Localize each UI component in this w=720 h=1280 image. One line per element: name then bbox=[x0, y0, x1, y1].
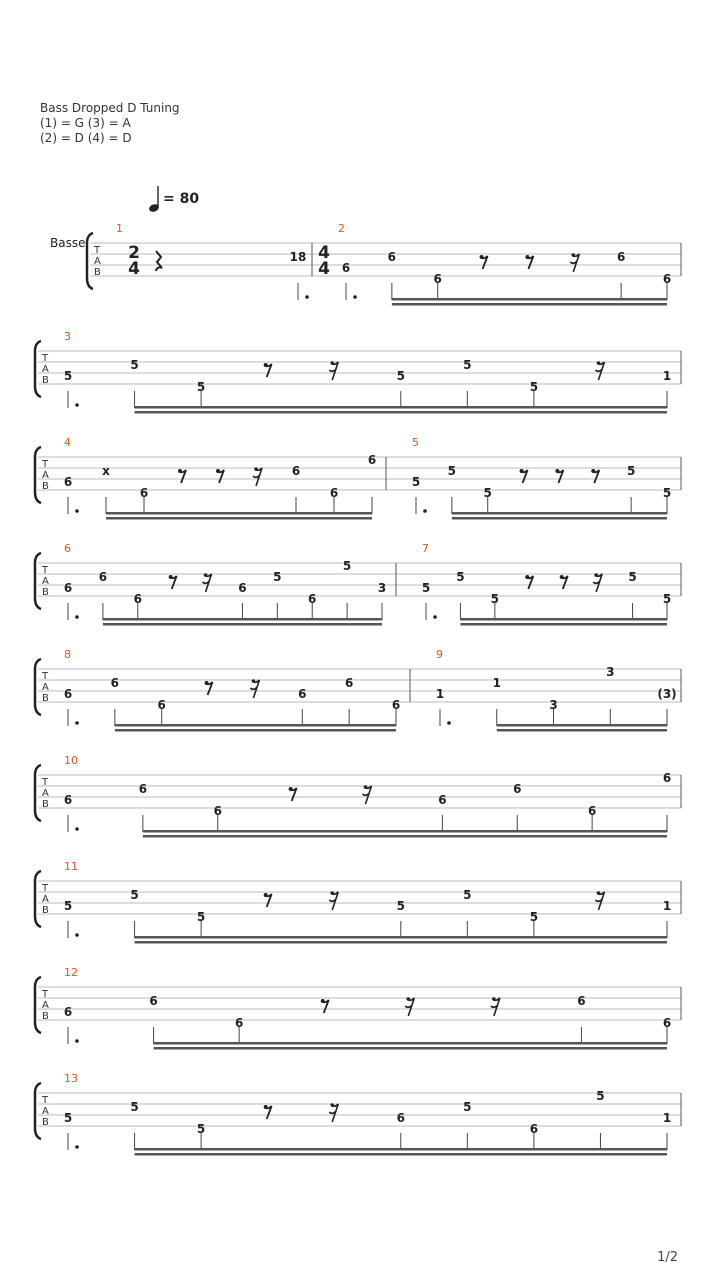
tab-clef-letter: B bbox=[42, 905, 49, 916]
tab-clef-letter: B bbox=[42, 1117, 49, 1128]
sixteenth-rest-dot bbox=[597, 361, 601, 365]
fret-number: 1 bbox=[492, 676, 501, 690]
note-beam bbox=[154, 1042, 667, 1045]
system-bracket bbox=[35, 447, 41, 503]
fret-number: 5 bbox=[626, 464, 636, 478]
eighth-rest-dot bbox=[264, 893, 268, 897]
measure-number: 13 bbox=[64, 1072, 78, 1085]
fret-number: 5 bbox=[662, 486, 672, 500]
sixteenth-rest-dot bbox=[492, 997, 496, 1001]
tab-clef-letter: T bbox=[42, 671, 49, 682]
time-signature-denominator: 4 bbox=[318, 259, 330, 279]
eighth-rest-dot bbox=[178, 469, 182, 473]
tab-clef-letter: T bbox=[42, 777, 49, 788]
sixteenth-rest bbox=[203, 574, 212, 592]
sixteenth-rest bbox=[570, 254, 579, 272]
fret-number: 1 bbox=[662, 369, 672, 383]
fret-number: 6 bbox=[587, 804, 597, 818]
measure-number: 2 bbox=[338, 222, 345, 235]
eighth-rest-dot bbox=[205, 681, 209, 685]
fret-number: x bbox=[102, 464, 110, 478]
augmentation-dot bbox=[305, 295, 309, 299]
system-4 bbox=[35, 542, 681, 626]
fret-number: 5 bbox=[596, 1089, 605, 1103]
system-7 bbox=[35, 860, 681, 944]
fret-number: 3 bbox=[377, 581, 387, 595]
fret-number: 6 bbox=[329, 486, 339, 500]
fret-number: 1 bbox=[435, 687, 445, 701]
fret-number: 5 bbox=[273, 570, 282, 584]
tab-clef-letter: T bbox=[42, 459, 49, 470]
fret-number: 5 bbox=[483, 486, 492, 500]
tab-clef-letter: A bbox=[42, 470, 49, 481]
fret-number: 6 bbox=[577, 994, 586, 1008]
sixteenth-rest-dot bbox=[364, 785, 368, 789]
fret-number: 6 bbox=[662, 1016, 672, 1030]
tab-clef-letter: B bbox=[42, 693, 49, 704]
system-8 bbox=[35, 966, 681, 1050]
fret-number: 5 bbox=[463, 358, 472, 372]
fret-number: 6 bbox=[63, 793, 73, 807]
sixteenth-rest-dot bbox=[204, 573, 208, 577]
system-bracket bbox=[35, 341, 41, 397]
fret-number: 5 bbox=[396, 899, 405, 913]
fret-number: 5 bbox=[196, 1122, 206, 1136]
augmentation-dot bbox=[75, 933, 79, 937]
augmentation-dot bbox=[75, 1039, 79, 1043]
tab-clef-letter: T bbox=[94, 245, 101, 256]
fret-number: 6 bbox=[139, 486, 149, 500]
note-beam bbox=[143, 835, 667, 838]
fret-number: 5 bbox=[529, 380, 539, 394]
fret-number: 5 bbox=[463, 1100, 472, 1114]
tab-clef-letter: A bbox=[42, 1106, 49, 1117]
fret-number: 6 bbox=[63, 687, 73, 701]
note-beam bbox=[135, 936, 667, 939]
sixteenth-rest bbox=[595, 362, 604, 380]
measure-number: 4 bbox=[64, 436, 71, 449]
sixteenth-rest bbox=[405, 998, 414, 1016]
note-beam bbox=[135, 411, 667, 414]
note-beam bbox=[143, 830, 667, 833]
fret-number: 6 bbox=[344, 676, 354, 690]
eighth-rest-dot bbox=[520, 469, 524, 473]
fret-number: 5 bbox=[490, 592, 500, 606]
tempo-value: = 80 bbox=[163, 191, 200, 207]
tab-clef-letter: B bbox=[42, 587, 49, 598]
fret-number: 5 bbox=[447, 464, 457, 478]
fret-number: 1 bbox=[662, 1111, 672, 1125]
measure-number: 7 bbox=[422, 542, 429, 555]
time-signature-denominator: 4 bbox=[128, 259, 140, 279]
tab-clef-letter: A bbox=[94, 256, 101, 267]
fret-number: (3) bbox=[657, 687, 677, 701]
fret-number: 6 bbox=[438, 793, 447, 807]
fret-number: 6 bbox=[213, 804, 222, 818]
sixteenth-rest bbox=[491, 998, 500, 1016]
fret-number: 6 bbox=[63, 475, 73, 489]
note-beam bbox=[497, 724, 667, 727]
sixteenth-rest-dot bbox=[330, 361, 334, 365]
fret-number: 5 bbox=[130, 1100, 139, 1114]
fret-number: 5 bbox=[196, 380, 206, 394]
fret-number: 6 bbox=[396, 1111, 405, 1125]
fret-number: 6 bbox=[138, 782, 148, 796]
note-beam bbox=[135, 1148, 667, 1151]
sixteenth-rest bbox=[250, 680, 259, 698]
fret-number: 6 bbox=[63, 581, 73, 595]
fret-number: 1 bbox=[662, 899, 672, 913]
fret-number: 6 bbox=[291, 464, 301, 478]
sixteenth-rest bbox=[329, 362, 338, 380]
sixteenth-rest bbox=[593, 574, 602, 592]
page-number: 1/2 bbox=[657, 1250, 678, 1265]
sixteenth-rest-dot bbox=[597, 891, 601, 895]
system-1 bbox=[50, 222, 681, 306]
measure-number: 8 bbox=[64, 648, 71, 661]
note-beam bbox=[460, 623, 667, 626]
tab-clef-letter: A bbox=[42, 894, 49, 905]
note-beam bbox=[392, 298, 667, 301]
sixteenth-rest-dot bbox=[330, 891, 334, 895]
fret-number: 18 bbox=[289, 250, 307, 264]
fret-number: 6 bbox=[662, 771, 672, 785]
sixteenth-rest-dot bbox=[406, 997, 410, 1001]
augmentation-dot bbox=[75, 1145, 79, 1149]
system-bracket bbox=[35, 659, 41, 715]
fret-number: 5 bbox=[529, 910, 539, 924]
fret-number: 6 bbox=[98, 570, 108, 584]
eighth-rest-dot bbox=[555, 469, 559, 473]
eighth-rest-dot bbox=[560, 575, 564, 579]
system-bracket bbox=[35, 1083, 41, 1139]
tab-clef-letter: A bbox=[42, 788, 49, 799]
augmentation-dot bbox=[75, 509, 79, 513]
fret-number: 6 bbox=[110, 676, 120, 690]
tab-clef-letter: B bbox=[42, 799, 49, 810]
note-beam bbox=[103, 618, 382, 621]
sixteenth-rest bbox=[363, 786, 372, 804]
fret-number: 5 bbox=[63, 899, 73, 913]
fret-number: 6 bbox=[367, 453, 377, 467]
sixteenth-rest-dot bbox=[254, 467, 258, 471]
sixteenth-rest bbox=[329, 1104, 338, 1122]
augmentation-dot bbox=[75, 403, 79, 407]
note-beam bbox=[106, 512, 372, 515]
augmentation-dot bbox=[75, 721, 79, 725]
augmentation-dot bbox=[353, 295, 357, 299]
fret-number: 6 bbox=[616, 250, 626, 264]
eighth-rest-dot bbox=[525, 255, 529, 259]
sixteenth-rest bbox=[253, 468, 262, 486]
system-bracket bbox=[35, 553, 41, 609]
fret-number: 5 bbox=[342, 559, 352, 573]
measure-number: 5 bbox=[412, 436, 419, 449]
fret-number: 6 bbox=[341, 261, 351, 275]
tab-clef-letter: A bbox=[42, 364, 49, 375]
fret-number: 6 bbox=[308, 592, 317, 606]
eighth-rest-dot bbox=[264, 363, 268, 367]
fret-number: 5 bbox=[130, 888, 139, 902]
fret-number: 6 bbox=[529, 1122, 539, 1136]
system-bracket bbox=[35, 765, 41, 821]
augmentation-dot bbox=[75, 827, 79, 831]
time-signature-numerator: 2 bbox=[128, 243, 140, 263]
system-9 bbox=[35, 1072, 681, 1156]
eighth-rest-dot bbox=[289, 787, 293, 791]
tab-clef-letter: T bbox=[42, 883, 49, 894]
fret-number: 6 bbox=[298, 687, 307, 701]
augmentation-dot bbox=[447, 721, 451, 725]
note-beam bbox=[452, 517, 667, 520]
system-2 bbox=[35, 330, 681, 414]
tab-clef-letter: T bbox=[42, 989, 49, 1000]
fret-number: 5 bbox=[130, 358, 139, 372]
system-bracket bbox=[35, 977, 41, 1033]
fret-number: 5 bbox=[63, 369, 73, 383]
note-beam bbox=[135, 406, 667, 409]
fret-number: 5 bbox=[628, 570, 637, 584]
fret-number: 5 bbox=[456, 570, 465, 584]
eighth-rest-dot bbox=[480, 255, 484, 259]
eighth-rest-dot bbox=[216, 469, 220, 473]
system-3 bbox=[35, 436, 681, 520]
note-beam bbox=[460, 618, 667, 621]
augmentation-dot bbox=[75, 615, 79, 619]
time-signature-numerator: 4 bbox=[318, 243, 330, 263]
eighth-rest-dot bbox=[591, 469, 595, 473]
note-beam bbox=[115, 729, 396, 732]
fret-number: 6 bbox=[238, 581, 247, 595]
fret-number: 6 bbox=[63, 1005, 73, 1019]
fret-number: 5 bbox=[196, 910, 206, 924]
eighth-rest-dot bbox=[525, 575, 529, 579]
sixteenth-rest bbox=[595, 892, 604, 910]
tuning-line-1: (1) = G (3) = A bbox=[40, 116, 131, 130]
fret-number: 5 bbox=[421, 581, 431, 595]
note-beam bbox=[154, 1047, 667, 1050]
tab-clef-letter: A bbox=[42, 682, 49, 693]
measure-number: 11 bbox=[64, 860, 78, 873]
system-bracket bbox=[35, 871, 41, 927]
sixteenth-rest bbox=[329, 892, 338, 910]
tuning-line-2: (2) = D (4) = D bbox=[40, 131, 132, 145]
fret-number: 6 bbox=[149, 994, 158, 1008]
fret-number: 6 bbox=[513, 782, 522, 796]
note-beam bbox=[106, 517, 372, 520]
note-beam bbox=[103, 623, 382, 626]
eighth-rest-dot bbox=[264, 1105, 268, 1109]
fret-number: 6 bbox=[234, 1016, 244, 1030]
measure-number: 1 bbox=[116, 222, 123, 235]
tab-clef-letter: T bbox=[42, 565, 49, 576]
tab-clef-letter: B bbox=[42, 481, 49, 492]
measure-number: 3 bbox=[64, 330, 71, 343]
tab-clef-letter: A bbox=[42, 576, 49, 587]
fret-number: 6 bbox=[391, 698, 401, 712]
note-beam bbox=[452, 512, 667, 515]
eighth-rest-dot bbox=[169, 575, 173, 579]
note-beam bbox=[135, 941, 667, 944]
tab-clef-letter: B bbox=[42, 375, 49, 386]
fret-number: 5 bbox=[662, 592, 672, 606]
note-beam bbox=[135, 1153, 667, 1156]
sixteenth-rest-dot bbox=[571, 253, 575, 257]
system-5 bbox=[35, 648, 681, 732]
fret-number: 3 bbox=[606, 665, 615, 679]
fret-number: 5 bbox=[396, 369, 405, 383]
measure-number: 9 bbox=[436, 648, 443, 661]
fret-number: 3 bbox=[549, 698, 558, 712]
fret-number: 6 bbox=[433, 272, 442, 286]
tab-clef-letter: B bbox=[94, 267, 101, 278]
system-6 bbox=[35, 754, 681, 838]
tab-clef-letter: T bbox=[42, 353, 49, 364]
fret-number: 5 bbox=[463, 888, 472, 902]
note-beam bbox=[497, 729, 667, 732]
sixteenth-rest-dot bbox=[594, 573, 598, 577]
fret-number: 6 bbox=[157, 698, 166, 712]
measure-number: 10 bbox=[64, 754, 78, 767]
augmentation-dot bbox=[423, 509, 427, 513]
fret-number: 6 bbox=[133, 592, 142, 606]
measure-number: 12 bbox=[64, 966, 78, 979]
tab-clef-letter: T bbox=[42, 1095, 49, 1106]
tab-clef-letter: B bbox=[42, 1011, 49, 1022]
sixteenth-rest-dot bbox=[252, 679, 256, 683]
tab-clef-letter: A bbox=[42, 1000, 49, 1011]
fret-number: 5 bbox=[411, 475, 421, 489]
augmentation-dot bbox=[433, 615, 437, 619]
fret-number: 6 bbox=[387, 250, 397, 264]
fret-number: 6 bbox=[662, 272, 672, 286]
eighth-rest-dot bbox=[321, 999, 325, 1003]
sixteenth-rest-dot bbox=[330, 1103, 334, 1107]
fret-number: 5 bbox=[63, 1111, 73, 1125]
instrument-name: Basse bbox=[50, 236, 86, 250]
note-beam bbox=[115, 724, 396, 727]
system-bracket bbox=[87, 233, 93, 289]
tuning-name: Bass Dropped D Tuning bbox=[40, 101, 180, 115]
measure-number: 6 bbox=[64, 542, 71, 555]
note-beam bbox=[392, 303, 667, 306]
